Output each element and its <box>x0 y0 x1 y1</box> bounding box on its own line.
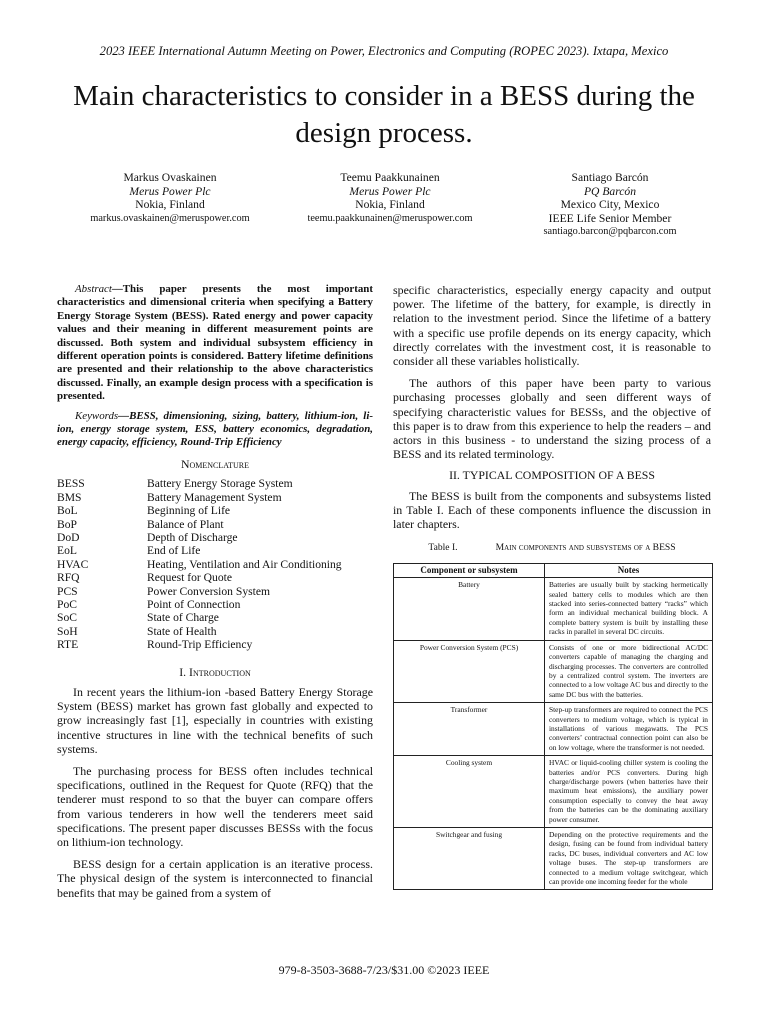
table-label: Table I. <box>428 542 458 554</box>
author-3 <box>500 171 720 239</box>
nomenclature-abbr: PoC <box>57 597 77 611</box>
keywords-text: —BESS, dimensioning, sizing, battery, lithium-ion, li-ion, energy storage system, ESS, battery economics, degradation, energy capacity, efficiency, Round-Trip Efficiency <box>57 409 373 449</box>
nomenclature-abbr: BoL <box>57 504 78 518</box>
left-column <box>57 283 373 908</box>
nomenclature-definition: Power Conversion System <box>147 584 271 598</box>
table-cell-component: Transformer <box>394 703 545 756</box>
nomenclature-abbr: RFQ <box>57 571 80 585</box>
nomenclature-abbr: HVAC <box>57 557 89 571</box>
copyright-footer: 979-8-3503-3688-7/23/$31.00 ©2023 IEEE <box>278 963 490 977</box>
nomenclature-definition: Depth of Discharge <box>147 530 238 544</box>
nomenclature-abbr: BMS <box>57 490 82 504</box>
nomenclature-definition: Round-Trip Efficiency <box>147 638 253 652</box>
abstract-label: Abstract <box>75 283 112 295</box>
nomenclature-definition: State of Health <box>147 624 217 638</box>
table-cell-notes: Batteries are usually built by stacking hermetically sealed battery cells to modules which are then stacked into series-connected battery “racks” which form an individual mechanical building block. A complete battery system is built by installing these racks in parallel in several DC circuits. <box>545 578 713 640</box>
author-email: teemu.paakkunainen@meruspower.com <box>307 212 473 224</box>
intro-continued-paragraph: specific characteristics, especially energy capacity and output power. The lifetime of the battery, for example, is directly in relation to the investment period. Since the lifetime of a battery with a specific use profile depends on its energy capacity, which directly correlates with the investment cost, it is reasonable to consider all these variables holistically. <box>393 283 711 369</box>
nomenclature-definition: Point of Connection <box>147 597 241 611</box>
conference-header: 2023 IEEE International Autumn Meeting on Power, Electronics and Computing (ROPEC 2023). Ixtapa, Mexico <box>99 44 669 58</box>
author-block <box>60 171 720 239</box>
author-name: Markus Ovaskainen <box>123 171 217 184</box>
abstract-text: —This paper presents the most important characteristics and dimensional criteria when specifying a Battery Energy Storage System (BESS). Rated energy and power capacity values and their meaning in different measurement points are discussed. Both system and individual subsystem efficiency in different operation points is considered. Battery lifetime definitions are presented and their relationship to the above characteristics discussed. Finally, an example design process with a specification is presented. <box>57 283 373 403</box>
author-2 <box>280 171 500 239</box>
nomenclature-abbr: SoC <box>57 611 77 625</box>
table-cell-component: Battery <box>394 578 545 640</box>
author-affiliation: Merus Power Plc <box>129 184 211 198</box>
nomenclature-definition: Beginning of Life <box>147 504 231 518</box>
section-2-paragraph: The BESS is built from the components and subsystems listed in Table I. Each of these components influence the discussion in later chapters. <box>393 488 711 532</box>
intro-paragraph-1: In recent years the lithium-ion -based Battery Energy Storage System (BESS) market has grown fast globally and expected to grow increasingly fast [1], especially in countries with existing incentive structures in line with the technical benefits of such systems. <box>57 684 373 756</box>
author-location: Nokia, Finland <box>135 198 205 212</box>
table-cell-component: Switchgear and fusing <box>394 828 545 890</box>
abstract <box>57 283 373 404</box>
table-header-notes: Notes <box>545 563 713 577</box>
table-cell-notes: Consists of one or more bidirectional AC/DC converters capable of managing the charging and discharging processes. The converters are controlled by a centralized control system. The inverters are connected to a low voltage AC bus and directly to the same DC bus with the batteries. <box>545 640 713 702</box>
author-location: Mexico City, Mexico <box>560 198 660 212</box>
nomenclature-definition: Balance of Plant <box>147 517 224 531</box>
components-table <box>393 563 713 891</box>
table-cell-component: Power Conversion System (PCS) <box>394 640 545 702</box>
table-row <box>394 703 713 756</box>
author-name: Teemu Paakkunainen <box>340 171 440 184</box>
intro-paragraph-2: The purchasing process for BESS often includes technical specifications, outlined in the Request for Quote (RFQ) that the tenderer must respond to so that the buyer can compare offers from various tenderers in how well the tenderers meet said specifications. The present paper discusses BESSs with the focus on lithium-ion technology. <box>57 763 373 849</box>
intro-paragraph-4: The authors of this paper have been party to various purchasing processes globally and seen different ways of specifying characteristic values for BESSs, and the objective of this paper is to draw from this experience to help the readers – and actors in this business - to understand the sizing process of a BESS and its related terminology. <box>393 376 711 462</box>
author-affiliation: PQ Barcón <box>583 184 637 198</box>
table-caption <box>393 541 711 554</box>
author-affiliation: Merus Power Plc <box>349 184 431 198</box>
table-cell-notes: Step-up transformers are required to connect the PCS converters to medium voltage, which is typical in installations of various megawatts. The PCS converters’ contractual connection point can also be on low voltage, where the transformer is not needed. <box>545 703 713 756</box>
nomenclature-definition: Request for Quote <box>147 571 233 585</box>
nomenclature-definition: State of Charge <box>147 611 219 625</box>
author-location: Nokia, Finland <box>355 198 425 212</box>
author-1 <box>60 171 280 239</box>
table-cell-notes: Depending on the protective requirements and the design, fusing can be found from individual battery racks, DC buses, individual converters and AC low voltage buses. The step-up transformers are connected to a medium voltage switchgear, which can provide one incoming feeder for the whole <box>545 828 713 890</box>
nomenclature-definition: Heating, Ventilation and Air Conditioning <box>147 557 342 571</box>
paper-title: Main characteristics to consider in a BESS during the design process. <box>73 80 695 149</box>
nomenclature-definition: Battery Energy Storage System <box>147 477 293 491</box>
author-membership: IEEE Life Senior Member <box>548 211 672 225</box>
table-cell-component: Cooling system <box>394 756 545 828</box>
intro-paragraph-3: BESS design for a certain application is an iterative process. The physical design of the system is interconnected to financial benefits that may be gained from a system of <box>57 857 373 900</box>
nomenclature-abbr: SoH <box>57 624 78 638</box>
table-body <box>394 578 713 890</box>
nomenclature-abbr: BoP <box>57 517 77 531</box>
keywords <box>57 410 373 450</box>
introduction-heading: I. Introduction <box>179 664 251 679</box>
table-row <box>394 828 713 890</box>
table-row <box>394 756 713 828</box>
table-cell-notes: HVAC or liquid-cooling chiller system is cooling the batteries and/or PCS converters. During high charge/discharge powers (when batteries have their maximum heat emissions), the auxiliary power consumption especially to convey the heat away from the batteries can be the dominating auxiliary power consumer. <box>545 756 713 828</box>
nomenclature-abbr: EoL <box>57 544 77 558</box>
nomenclature-definition: Battery Management System <box>147 490 282 504</box>
table-header-row <box>394 563 713 577</box>
nomenclature-abbr: BESS <box>57 477 85 491</box>
nomenclature-abbr: PCS <box>57 584 78 598</box>
nomenclature-list <box>57 477 373 651</box>
author-email: markus.ovaskainen@meruspower.com <box>90 212 250 224</box>
table-title: Main components and subsystems of a BESS <box>495 542 676 554</box>
nomenclature-abbr: RTE <box>57 638 79 652</box>
author-name: Santiago Barcón <box>571 171 649 184</box>
table-row <box>394 578 713 640</box>
author-email: santiago.barcon@pqbarcon.com <box>543 226 677 238</box>
nomenclature-abbr: DoD <box>57 530 80 544</box>
keywords-label: Keywords <box>75 409 119 422</box>
section-2-heading: II. TYPICAL COMPOSITION OF A BESS <box>449 468 655 483</box>
table-row <box>394 640 713 702</box>
table-header-component: Component or subsystem <box>394 563 545 577</box>
nomenclature-definition: End of Life <box>147 544 201 558</box>
right-column <box>393 283 711 890</box>
nomenclature-heading: Nomenclature <box>180 456 250 471</box>
